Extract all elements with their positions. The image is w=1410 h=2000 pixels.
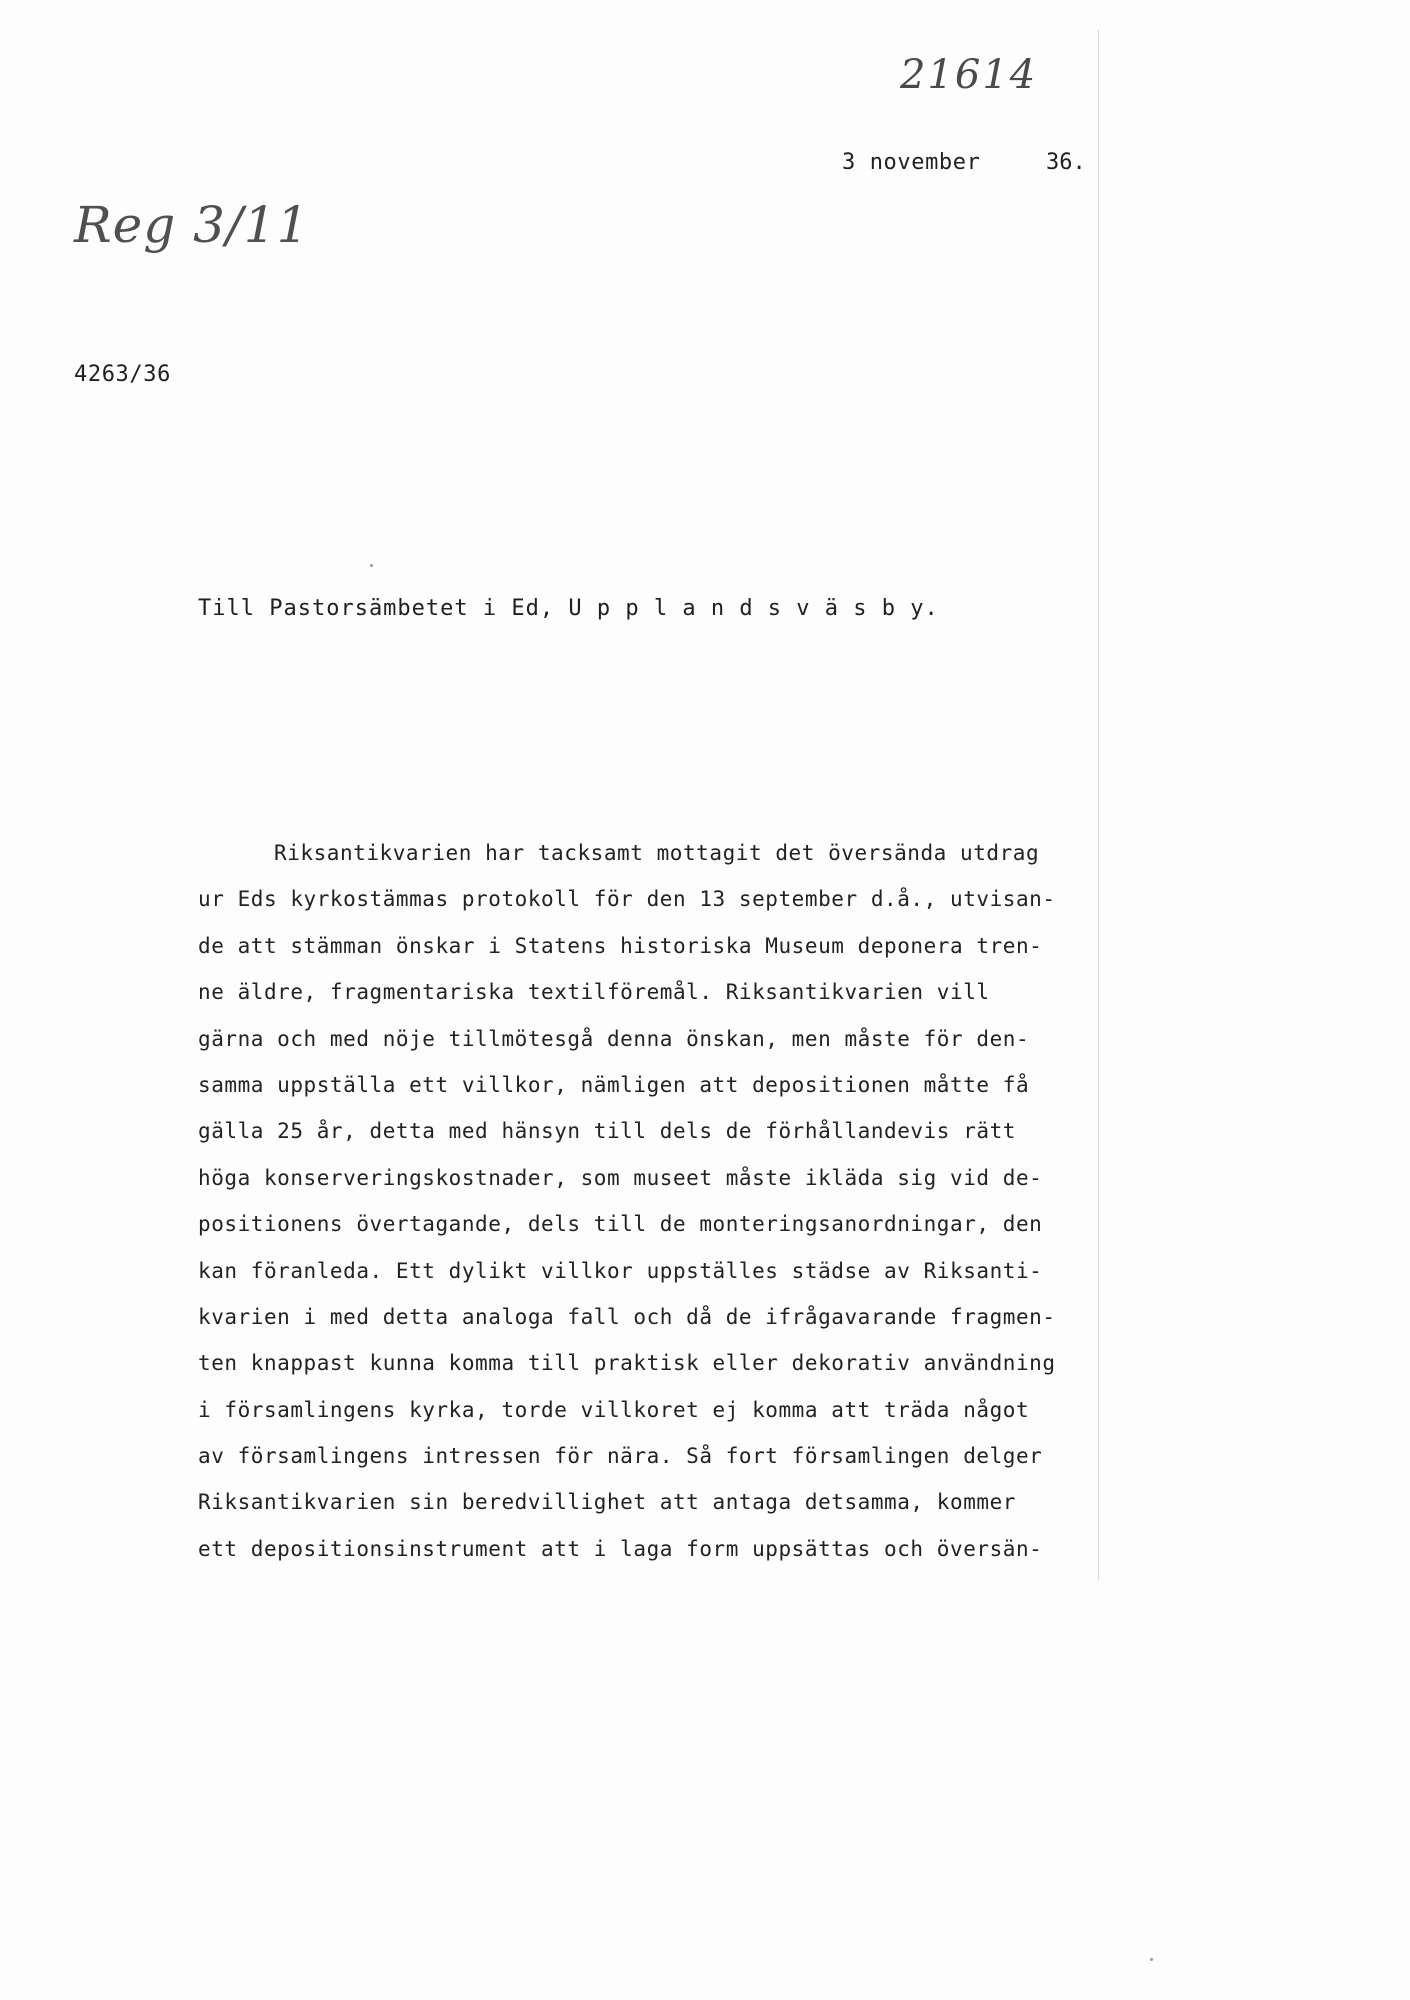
body-line: samma uppställa ett villkor, nämligen att depositionen måtte få — [198, 1072, 1030, 1097]
body-line: ten knappast kunna komma till praktisk eller dekorativ användning — [198, 1351, 1056, 1376]
body-line: Riksantikvarien har tacksamt mottagit det översända utdrag — [274, 841, 1040, 865]
body-line: av församlingens intressen för nära. Så fort församlingen delger — [198, 1444, 1043, 1469]
letter-year: 36. — [1046, 150, 1086, 175]
body-line: kan föranleda. Ett dylikt villkor uppställes städse av Riksanti- — [198, 1258, 1043, 1283]
body-line: Riksantikvarien sin beredvillighet att antaga detsamma, kommer — [198, 1490, 1016, 1515]
body-line: kvarien i med detta analoga fall och då de ifrågavarande fragmen- — [198, 1304, 1056, 1329]
body-line: ne äldre, fragmentariska textilföremål. Riksantikvarien vill — [198, 980, 990, 1005]
body-line: de att stämman önskar i Statens historiska Museum deponera tren- — [198, 933, 1043, 958]
archive-number: 21614 — [900, 52, 1038, 98]
paper-speck — [370, 564, 373, 567]
body-line: i församlingens kyrka, torde villkoret ej komma att träda något — [198, 1397, 1030, 1422]
letter-date: 3 november — [842, 150, 981, 175]
recipient-line: Till Pastorsämbetet i Ed, U p p l a n d s v ä s b y. — [198, 596, 939, 621]
body-line: positionens övertagande, dels till de monteringsanordningar, den — [198, 1212, 1043, 1237]
reference-number: 4263/36 — [74, 362, 171, 387]
body-line: ur Eds kyrkostämmas protokoll för den 13 september d.å., utvisan- — [198, 887, 1056, 912]
registered-mark: Reg 3/11 — [74, 196, 310, 254]
body-line: gärna och med nöje tillmötesgå denna önskan, men måste för den- — [198, 1026, 1030, 1051]
letter-body — [198, 830, 1098, 1572]
body-line: gälla 25 år, detta med hänsyn till dels de förhållandevis rätt — [198, 1119, 1016, 1144]
body-line: ett depositionsinstrument att i laga form uppsättas och översän- — [198, 1536, 1043, 1561]
body-line: höga konserveringskostnader, som museet måste ikläda sig vid de- — [198, 1165, 1043, 1190]
paper-speck — [1150, 1958, 1153, 1961]
page-fold-line — [1098, 30, 1099, 1580]
